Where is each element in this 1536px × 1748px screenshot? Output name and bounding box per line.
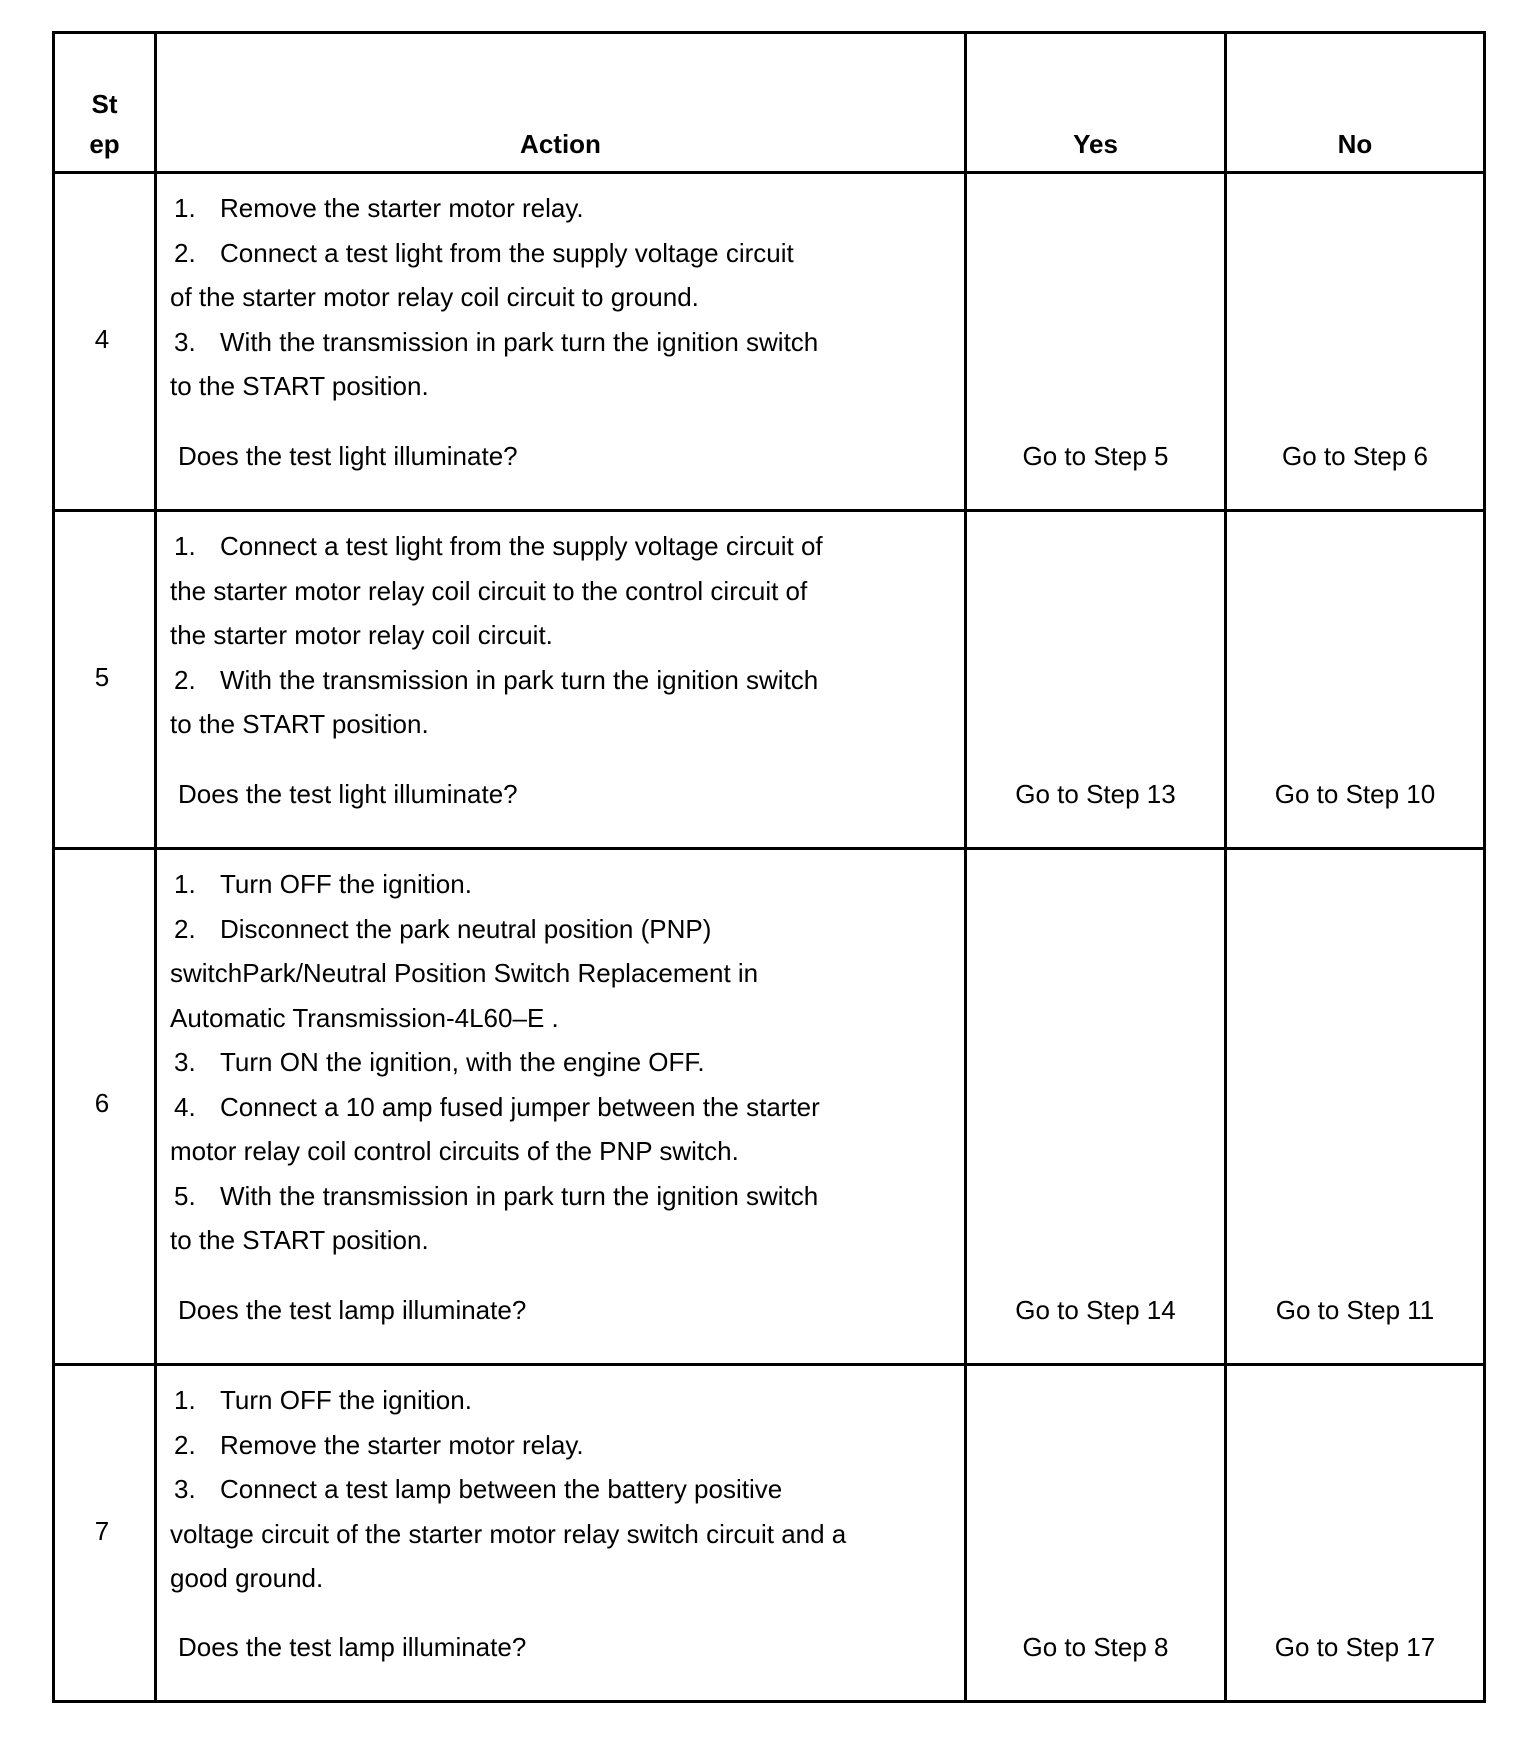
table-border-bottom <box>52 1700 1486 1703</box>
column-divider <box>964 31 967 1703</box>
action-line: motor relay coil control circuits of the PNP switch. <box>170 1136 739 1166</box>
table-border-right <box>1483 31 1486 1703</box>
diagnostic-table <box>52 31 1486 1703</box>
action-line: voltage circuit of the starter motor relay switch circuit and a <box>170 1518 847 1549</box>
action-question: Does the test light illuminate? <box>178 441 518 471</box>
action-line: 4. Connect a 10 amp fused jumper between the starter <box>174 1091 820 1122</box>
header-no: No <box>1337 129 1373 159</box>
action-line: to the START position. <box>170 371 429 401</box>
action-line: 5. With the transmission in park turn the ignition switch <box>174 1180 819 1211</box>
yes-result: Go to Step 8 <box>1022 1632 1169 1662</box>
action-question: Does the test lamp illuminate? <box>178 1632 527 1662</box>
yes-result: Go to Step 5 <box>1022 441 1169 471</box>
action-line: the starter motor relay coil circuit to the control circuit of <box>170 575 808 606</box>
action-steps <box>170 1378 846 1601</box>
action-line: 3. Connect a test lamp between the battery positive <box>174 1474 783 1504</box>
action-line: switchPark/Neutral Position Switch Replacement in <box>170 958 759 988</box>
action-line: 2. With the transmission in park turn the ignition switch <box>174 664 819 695</box>
action-line: 1. Turn OFF the ignition. <box>174 1385 472 1415</box>
action-line: 2. Disconnect the park neutral position (PNP) <box>174 913 712 944</box>
header-action: Action <box>520 129 601 159</box>
action-line: 2. Connect a test light from the supply voltage circuit <box>174 237 794 268</box>
action-line: 1. Turn OFF the ignition. <box>174 869 472 899</box>
action-line: of the starter motor relay coil circuit to ground. <box>170 282 699 312</box>
action-steps <box>170 186 818 409</box>
action-steps <box>170 862 820 1263</box>
yes-result: Go to Step 14 <box>1015 1295 1176 1325</box>
step-number: 6 <box>94 1088 110 1118</box>
action-question: Does the test light illuminate? <box>178 779 518 809</box>
step-number: 7 <box>94 1516 110 1546</box>
action-line: 2. Remove the starter motor relay. <box>174 1429 584 1460</box>
header-step <box>55 84 154 164</box>
row-divider <box>52 509 1486 512</box>
no-result: Go to Step 10 <box>1274 779 1436 809</box>
header-yes: Yes <box>1073 129 1118 159</box>
yes-result: Go to Step 13 <box>1015 779 1176 809</box>
action-steps <box>170 524 823 747</box>
action-line: to the START position. <box>170 709 429 739</box>
row-divider <box>52 1363 1486 1366</box>
step-number: 5 <box>94 662 110 692</box>
action-line: 3. With the transmission in park turn the ignition switch <box>174 326 819 357</box>
action-line: 1. Connect a test light from the supply voltage circuit of <box>174 531 823 561</box>
header-step-line1: St <box>91 89 118 119</box>
action-line: 3. Turn ON the ignition, with the engine OFF. <box>174 1047 705 1077</box>
table-border-top <box>52 31 1486 34</box>
row-divider <box>52 847 1486 850</box>
action-line: to the START position. <box>170 1225 429 1255</box>
action-line: Automatic Transmission-4L60–E . <box>170 1002 559 1033</box>
header-divider <box>52 171 1486 174</box>
no-result: Go to Step 6 <box>1282 441 1428 471</box>
action-line: 1. Remove the starter motor relay. <box>174 193 584 223</box>
action-line: good ground. <box>170 1563 324 1593</box>
column-divider <box>1224 31 1227 1703</box>
step-number: 4 <box>94 324 110 354</box>
table-border-left <box>52 31 55 1703</box>
column-divider <box>154 31 157 1703</box>
no-result: Go to Step 11 <box>1275 1295 1435 1325</box>
action-question: Does the test lamp illuminate? <box>178 1295 527 1325</box>
no-result: Go to Step 17 <box>1274 1632 1436 1662</box>
header-step-line2: ep <box>89 129 120 159</box>
action-line: the starter motor relay coil circuit. <box>170 620 553 650</box>
